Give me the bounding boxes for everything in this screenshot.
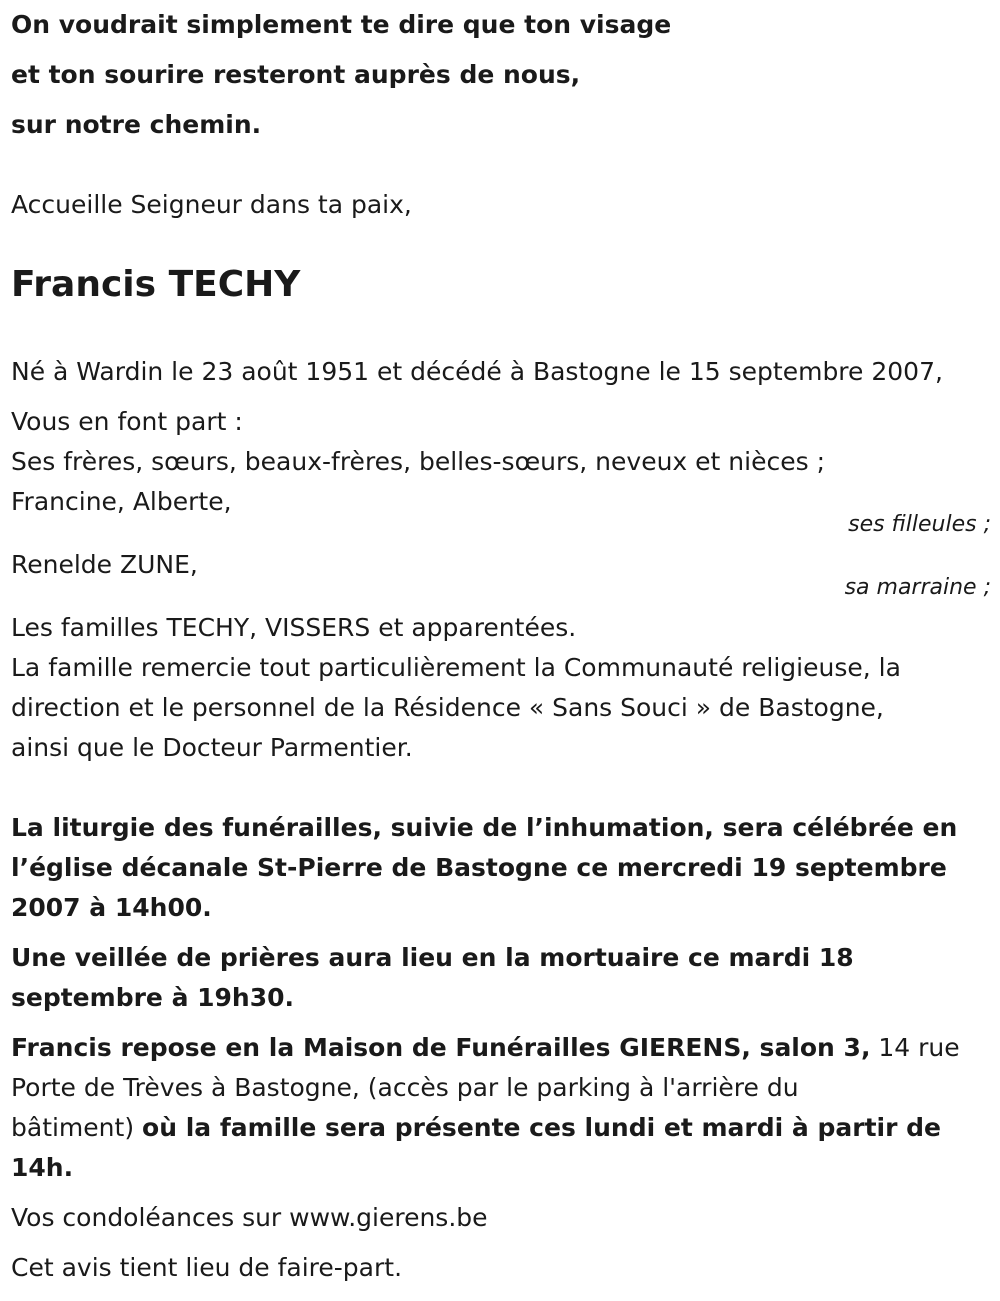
birth-death-line: Né à Wardin le 23 août 1951 et décédé à Bastogne le 15 septembre 2007, [11,357,943,386]
verse-line-1: On voudrait simplement te dire que ton visage [11,10,672,39]
godmother-name: Renelde ZUNE, [11,550,198,579]
vigil-line-1: Une veillée de prières aura lieu en la mortuaire ce mardi 18 [11,943,854,972]
verse-line-2: et ton sourire resteront auprès de nous, [11,60,581,89]
rest-line-4: 14h. [11,1153,74,1182]
rest-line-3-normal: bâtiment) [11,1113,143,1142]
prayer-line: Accueille Seigneur dans ta paix, [11,190,412,219]
goddaughters-role: ses filleules ; [848,512,991,537]
funeral-line-3: 2007 à 14h00. [11,893,212,922]
rest-line-3-bold: où la famille sera présente ces lundi et mardi à partir de [142,1113,941,1142]
families-line: Les familles TECHY, VISSERS et apparentées. [11,613,577,642]
rest-line-1 [11,1033,960,1063]
rest-line-3 [11,1113,941,1143]
godmother-role: sa marraine ; [844,575,991,600]
thanks-line-2: direction et le personnel de la Résidence « Sans Souci » de Bastogne, [11,693,884,722]
thanks-line-3: ainsi que le Docteur Parmentier. [11,733,413,762]
goddaughters-names: Francine, Alberte, [11,487,232,516]
verse-line-3: sur notre chemin. [11,110,262,139]
rest-line-1-bold: Francis repose en la Maison de Funérailles GIERENS, salon 3, [11,1033,871,1062]
siblings-line: Ses frères, sœurs, beaux-frères, belles-sœurs, neveux et nièces ; [11,447,825,476]
notice-line: Cet avis tient lieu de faire-part. [11,1253,403,1282]
thanks-line-1: La famille remercie tout particulièrement la Communauté religieuse, la [11,653,901,682]
deceased-name: Francis TECHY [11,264,301,305]
funeral-line-2: l’église décanale St-Pierre de Bastogne ce mercredi 19 septembre [11,853,947,882]
funeral-line-1: La liturgie des funérailles, suivie de l’inhumation, sera célébrée en [11,813,958,842]
vigil-line-2: septembre à 19h30. [11,983,295,1012]
rest-line-2: Porte de Trèves à Bastogne, (accès par le parking à l'arrière du [11,1073,799,1102]
rest-line-1-normal: 14 rue [870,1033,960,1062]
announce-line: Vous en font part : [11,407,243,436]
condolences-line: Vos condoléances sur www.gierens.be [11,1203,488,1232]
